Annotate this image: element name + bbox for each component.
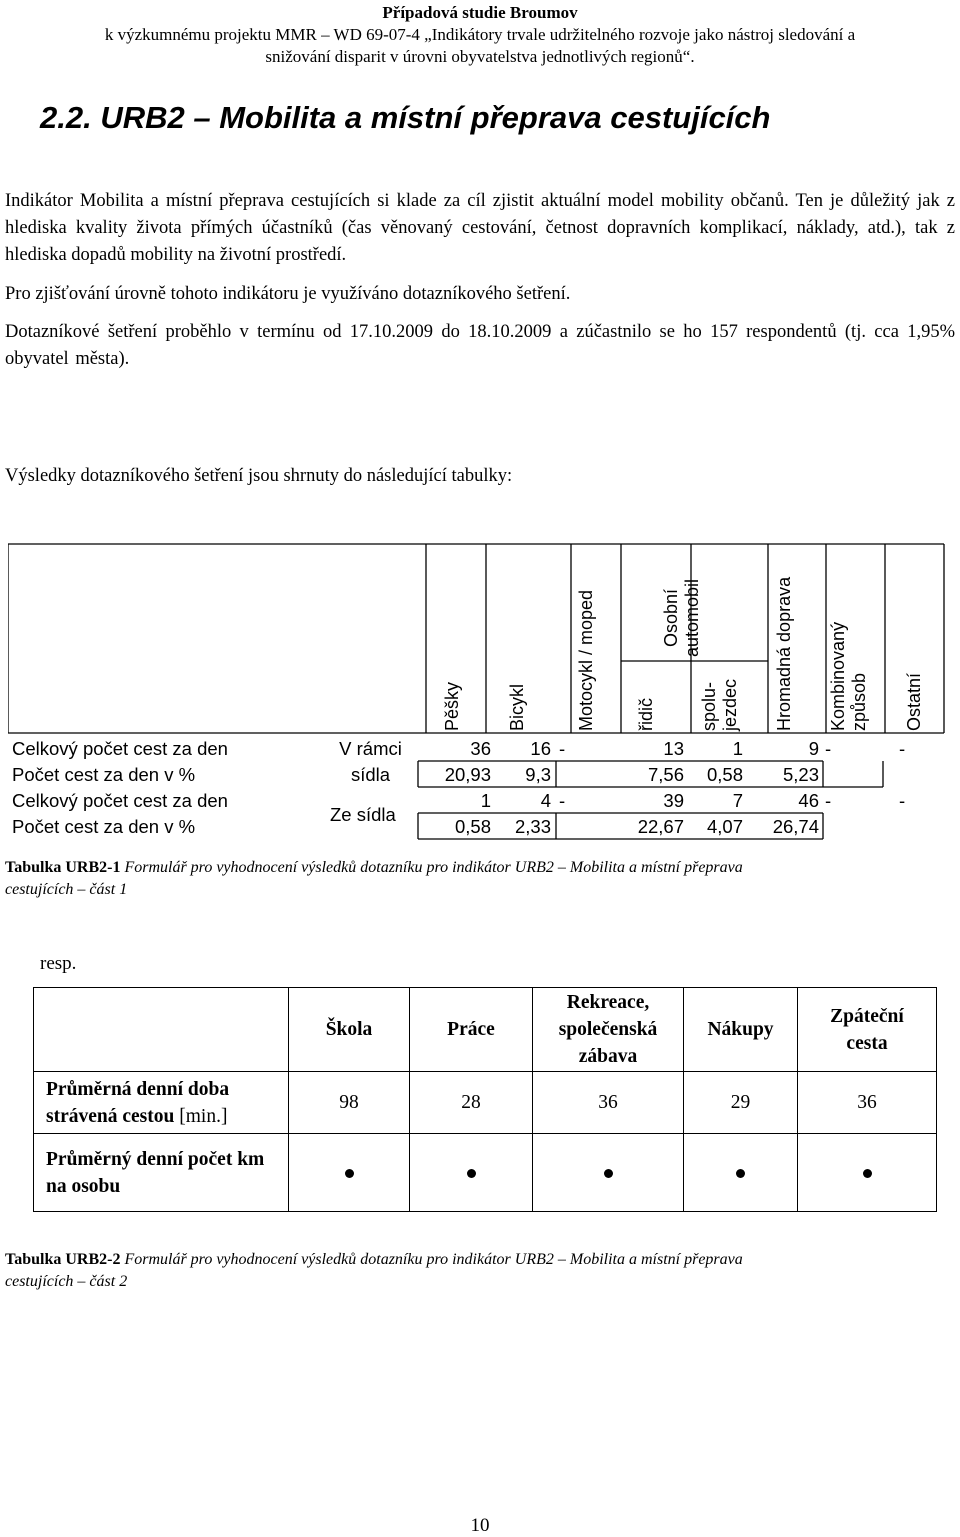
table-cell: 4	[540, 790, 551, 811]
page-header	[0, 2, 960, 68]
col-header-osobni-automobil	[661, 579, 703, 657]
table-cell: 4,07	[706, 816, 743, 837]
table-cell: 36	[533, 1072, 684, 1134]
col-header-pesky: Pěšky	[442, 681, 462, 731]
table2-caption	[5, 1249, 955, 1293]
table-cell: -	[825, 738, 832, 759]
table1-caption	[5, 857, 955, 901]
page-number: 10	[470, 1515, 490, 1536]
table-cell: 22,67	[637, 816, 684, 837]
table-cell	[289, 1134, 410, 1212]
table-cell: 1	[732, 738, 743, 759]
row-label	[34, 1072, 289, 1134]
table-cell: 7	[732, 790, 743, 811]
paragraph-results-intro	[5, 463, 955, 490]
table-cell: -	[825, 790, 832, 811]
table-cell: 7,56	[647, 764, 684, 785]
table-cell: 36	[470, 738, 491, 759]
trip-purpose-table	[33, 987, 937, 1212]
col-header-ridic: řidič	[636, 697, 656, 731]
table-cell	[410, 1134, 533, 1212]
col-header-line: Kombinovaný	[828, 621, 848, 731]
col-header-line: Osobní	[661, 588, 681, 647]
row-label: Průměrný denní počet km na osobu	[34, 1134, 289, 1212]
section-title: 2.2. URB2 – Mobilita a místní přeprava cestujících	[40, 100, 771, 135]
table-cell: 29	[684, 1072, 798, 1134]
table-cell: -	[559, 790, 566, 811]
header-title: Případová studie Broumov	[382, 3, 578, 22]
row-label-unit: [min.]	[179, 1105, 228, 1127]
col-header-motocykl: Motocykl / moped	[576, 589, 596, 731]
table-cell	[684, 1134, 798, 1212]
col-header-line: jezdec	[720, 678, 740, 731]
caption-label: Tabulka URB2-1	[5, 859, 121, 876]
col-header: Škola	[289, 988, 410, 1072]
table-row	[34, 1072, 937, 1134]
header-subtitle-line2: snižování disparit v úrovni obyvatelstva jednotlivých regionů“.	[265, 47, 695, 66]
table-cell: 5,23	[782, 764, 819, 785]
paragraph-text: Indikátor Mobilita a místní přeprava cestujících si klade za cíl zjistit aktuální model mobility občanů. Ten je důležitý jak z hlediska kvality života přímých účastníků (čas věnovaný cestování, četnost dopravních komplikací, náklady, atd.), tak z hlediska dopadů mobility na životní prostředí.	[5, 191, 955, 265]
col-header-hromadna-doprava: Hromadná doprava	[774, 576, 794, 731]
resp-label: resp.	[40, 953, 77, 974]
table-cell: 16	[530, 738, 551, 759]
table-cell	[798, 1134, 937, 1212]
col-header-line: automobil	[682, 578, 702, 657]
bullet-icon	[863, 1169, 872, 1178]
caption-label: Tabulka URB2-2	[5, 1251, 121, 1268]
table-header-row	[34, 988, 937, 1072]
row-label: Celkový počet cest za den	[12, 738, 228, 759]
col-header: Rekreace, společenská zábava	[533, 988, 684, 1072]
paragraph-text: Pro zjišťování úrovně tohoto indikátoru je využíváno dotazníkového šetření.	[5, 284, 571, 304]
table-cell: 36	[798, 1072, 937, 1134]
table-cell: 13	[663, 738, 684, 759]
col-header-spolujezdec	[699, 679, 741, 731]
table-cell: 9,3	[525, 764, 551, 785]
bullet-icon	[345, 1169, 354, 1178]
table-cell: 1	[480, 790, 491, 811]
bullet-icon	[736, 1169, 745, 1178]
paragraph-text: Dotazníkové šetření proběhlo v termínu od 17.10.2009 do 18.10.2009 a zúčastnilo se ho 157 respondentů (tj. cca 1,95% obyvatel města).	[5, 322, 955, 369]
table-cell: -	[899, 790, 906, 811]
table-cell: 28	[410, 1072, 533, 1134]
caption-text: Formulář pro vyhodnocení výsledků dotazníku pro indikátor URB2 – Mobilita a místní přeprava	[124, 859, 743, 876]
group-label-sidla: sídla	[350, 764, 391, 785]
row-label: Počet cest za den v %	[12, 816, 196, 837]
caption-text: cestujících – část 2	[5, 1273, 128, 1290]
col-header-kombinovany-zpusob	[828, 622, 870, 731]
table-cell: 9	[808, 738, 819, 759]
paragraph-method	[5, 281, 955, 308]
table-cell: 46	[798, 790, 819, 811]
row-label-bold: Průměrná denní doba strávená cestou	[46, 1078, 230, 1127]
paragraph-survey	[5, 319, 955, 373]
caption-text: Formulář pro vyhodnocení výsledků dotazníku pro indikátor URB2 – Mobilita a místní přeprava	[124, 1251, 743, 1268]
table-cell: 2,33	[514, 816, 551, 837]
table-cell: 39	[663, 790, 684, 811]
col-header: Práce	[410, 988, 533, 1072]
col-header-line: způsob	[849, 672, 869, 731]
bullet-icon	[467, 1169, 476, 1178]
group-label-ze-sidla: Ze sídla	[330, 804, 396, 825]
col-header: Nákupy	[684, 988, 798, 1072]
col-header-bicykl: Bicykl	[507, 683, 527, 731]
table-cell: 0,58	[454, 816, 491, 837]
group-label-v-ramci: V rámci	[339, 738, 402, 759]
table-corner-cell	[34, 988, 289, 1072]
paragraph-intro	[5, 188, 955, 269]
caption-text: cestujících – část 1	[5, 881, 128, 898]
mobility-table	[8, 543, 952, 843]
table-cell: 98	[289, 1072, 410, 1134]
bullet-icon	[604, 1169, 613, 1178]
table-cell: 20,93	[444, 764, 491, 785]
paragraph-text: Výsledky dotazníkového šetření jsou shrnuty do následující tabulky:	[5, 466, 513, 486]
col-header-ostatni: Ostatní	[904, 672, 924, 731]
row-label: Počet cest za den v %	[12, 764, 196, 785]
table-cell: 26,74	[772, 816, 819, 837]
table-cell: -	[559, 738, 566, 759]
header-subtitle-line1: k výzkumnému projektu MMR – WD 69-07-4 „Indikátory trvale udržitelného rozvoje jako nástroj sledování a	[104, 25, 856, 44]
table-cell	[533, 1134, 684, 1212]
table-row	[34, 1134, 937, 1212]
table-cell: 0,58	[706, 764, 743, 785]
col-header-line: spolu-	[699, 681, 719, 731]
table-cell: -	[899, 738, 906, 759]
row-label: Celkový počet cest za den	[12, 790, 228, 811]
col-header: Zpáteční cesta	[798, 988, 937, 1072]
